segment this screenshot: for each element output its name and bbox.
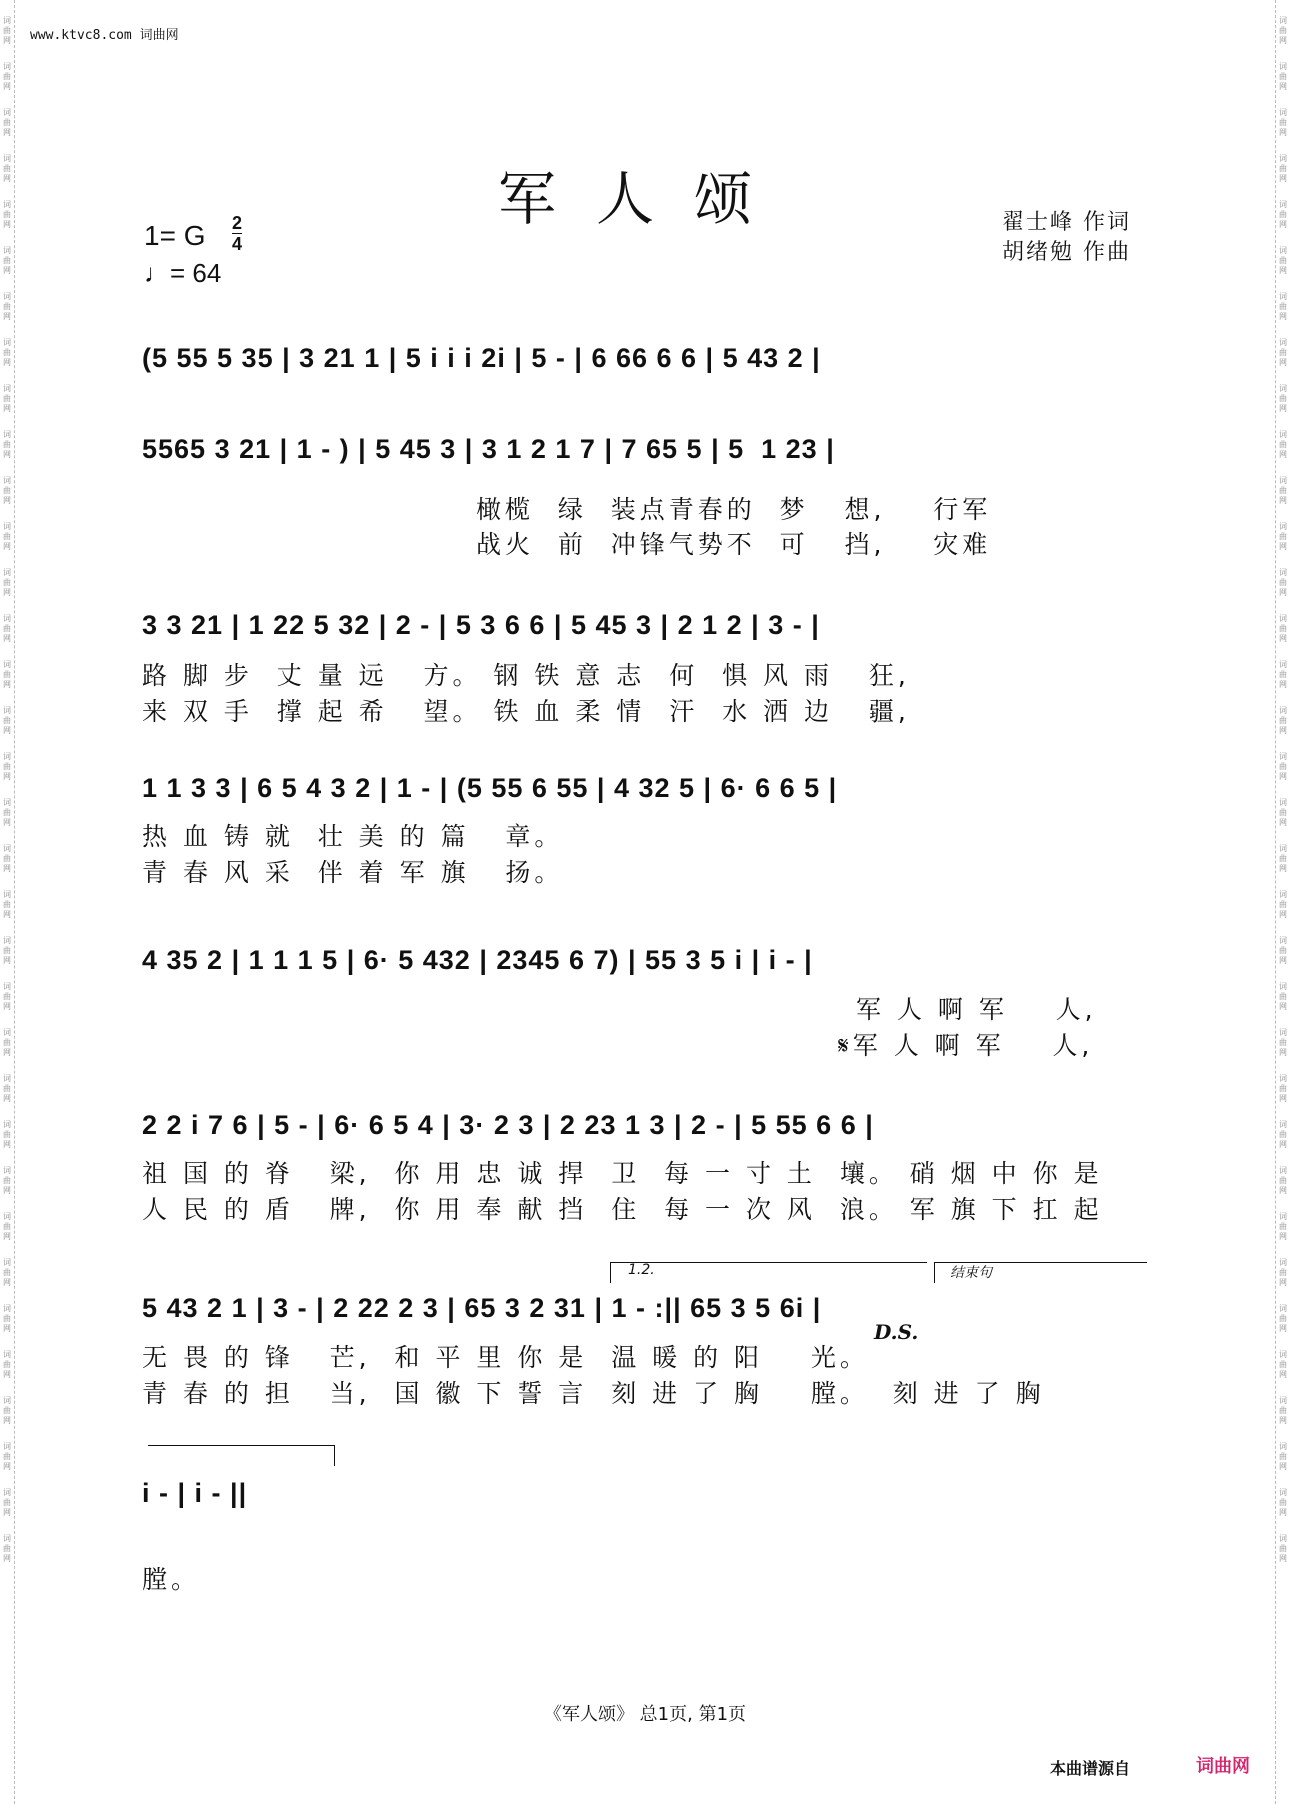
side-mark: 词曲网 xyxy=(3,1074,11,1103)
side-mark: 词曲网 xyxy=(1279,614,1287,643)
right-watermark-strip xyxy=(1275,0,1290,1804)
time-signature-top: 2 xyxy=(232,213,243,233)
side-mark: 词曲网 xyxy=(1279,292,1287,321)
notation-line-6: 2 2 i 7 6 | 5 - | 6· 6 5 4 | 3· 2 3 | 2 23 1 3 | 2 - | 5 55 6 6 | xyxy=(142,1110,874,1140)
side-mark: 词曲网 xyxy=(3,1258,11,1287)
side-mark: 词曲网 xyxy=(1279,1074,1287,1103)
side-mark: 词曲网 xyxy=(3,200,11,229)
side-mark: 词曲网 xyxy=(3,1396,11,1425)
dal-segno-mark: D.S. xyxy=(874,1320,919,1344)
notation-line-5: 4 35 2 | 1 1 1 5 | 6· 5 432 | 2345 6 7) | 55 3 5 i | i - | xyxy=(142,945,813,975)
site-url[interactable]: www.ktvc8.com 词曲网 xyxy=(30,28,179,43)
side-mark: 词曲网 xyxy=(1279,752,1287,781)
side-mark: 词曲网 xyxy=(3,752,11,781)
side-mark: 词曲网 xyxy=(1279,476,1287,505)
side-mark: 词曲网 xyxy=(1279,1028,1287,1057)
side-mark: 词曲网 xyxy=(3,154,11,183)
side-mark: 词曲网 xyxy=(3,844,11,873)
source-logo[interactable]: 词曲网 xyxy=(1196,1756,1250,1777)
lyric-line-3-verse-1: 路 脚 步 丈 量 远 方。 钢 铁 意 志 何 惧 风 雨 狂, xyxy=(142,661,910,690)
lyric-line-7-verse-1: 无 畏 的 锋 芒, 和 平 里 你 是 温 暖 的 阳 光。 xyxy=(142,1343,869,1372)
tempo-value: = 64 xyxy=(170,258,222,288)
notation-line-8: i - | i - || xyxy=(142,1478,248,1508)
side-mark: 词曲网 xyxy=(3,476,11,505)
side-mark: 词曲网 xyxy=(3,936,11,965)
side-mark: 词曲网 xyxy=(1279,1212,1287,1241)
side-mark: 词曲网 xyxy=(1279,1534,1287,1563)
time-signature xyxy=(232,213,242,254)
song-title: 军人颂 xyxy=(497,165,792,233)
side-mark: 词曲网 xyxy=(3,890,11,919)
side-mark: 词曲网 xyxy=(1279,200,1287,229)
side-mark: 词曲网 xyxy=(3,1212,11,1241)
notation-line-2: 5565 3 21 | 1 - ) | 5 45 3 | 3 1 2 1 7 | 7 65 5 | 5 1 23 | xyxy=(142,434,835,464)
side-mark: 词曲网 xyxy=(1279,246,1287,275)
side-mark: 词曲网 xyxy=(3,1166,11,1195)
side-mark: 词曲网 xyxy=(1279,982,1287,1011)
side-mark: 词曲网 xyxy=(3,614,11,643)
side-mark: 词曲网 xyxy=(1279,1488,1287,1517)
lyric-line-7-verse-2: 青 春 的 担 当, 国 徽 下 誓 言 刻 进 了 胸 膛。 刻 进 了 胸 xyxy=(142,1379,1045,1408)
side-mark: 词曲网 xyxy=(3,62,11,91)
time-signature-bottom: 4 xyxy=(232,234,243,254)
side-mark: 词曲网 xyxy=(3,568,11,597)
side-mark: 词曲网 xyxy=(3,982,11,1011)
lyric-line-6-verse-2: 人 民 的 盾 牌, 你 用 奉 献 挡 住 每 一 次 风 浪。 军 旗 下 扛 起 xyxy=(142,1195,1103,1224)
side-mark: 词曲网 xyxy=(1279,1120,1287,1149)
notation-line-1: (5 55 5 35 | 3 21 1 | 5 i i i 2i | 5 - | 6 66 6 6 | 5 43 2 | xyxy=(142,343,821,373)
quarter-note-icon: ♩ xyxy=(144,258,170,288)
side-mark: 词曲网 xyxy=(3,798,11,827)
side-mark: 词曲网 xyxy=(3,1120,11,1149)
credits xyxy=(1002,208,1131,268)
side-mark: 词曲网 xyxy=(1279,522,1287,551)
side-mark: 词曲网 xyxy=(1279,890,1287,919)
side-mark: 词曲网 xyxy=(1279,798,1287,827)
side-mark: 词曲网 xyxy=(3,660,11,689)
side-mark: 词曲网 xyxy=(3,292,11,321)
side-mark: 词曲网 xyxy=(1279,660,1287,689)
side-mark: 词曲网 xyxy=(3,1534,11,1563)
side-mark: 词曲网 xyxy=(1279,16,1287,45)
side-mark: 词曲网 xyxy=(3,246,11,275)
side-mark: 词曲网 xyxy=(1279,384,1287,413)
volta-label-first: 1.2. xyxy=(628,1262,655,1278)
side-mark: 词曲网 xyxy=(3,1028,11,1057)
lyric-line-4-verse-2: 青 春 风 采 伴 着 军 旗 扬。 xyxy=(142,858,564,887)
lyric-line-8: 膛。 xyxy=(142,1565,201,1594)
lyric-line-6-verse-1: 祖 国 的 脊 梁, 你 用 忠 诚 捍 卫 每 一 寸 土 壤。 硝 烟 中 你 是 xyxy=(142,1159,1103,1188)
side-mark: 词曲网 xyxy=(1279,706,1287,735)
volta-label-ending: 结束句 xyxy=(950,1265,992,1281)
side-mark: 词曲网 xyxy=(3,338,11,367)
side-mark: 词曲网 xyxy=(3,1304,11,1333)
side-mark: 词曲网 xyxy=(3,706,11,735)
side-mark: 词曲网 xyxy=(3,522,11,551)
page-footer: 《军人颂》 总1页, 第1页 xyxy=(543,1704,747,1725)
side-mark: 词曲网 xyxy=(3,108,11,137)
lyric-line-4-verse-1: 热 血 铸 就 壮 美 的 篇 章。 xyxy=(142,822,564,851)
side-mark: 词曲网 xyxy=(1279,430,1287,459)
notation-line-4: 1 1 3 3 | 6 5 4 3 2 | 1 - | (5 55 6 55 | 4 32 5 | 6· 6 6 5 | xyxy=(142,773,838,803)
side-mark: 词曲网 xyxy=(1279,1442,1287,1471)
side-mark: 词曲网 xyxy=(1279,1396,1287,1425)
key-signature: 1= G xyxy=(144,220,206,251)
notation-line-3: 3 3 21 | 1 22 5 32 | 2 - | 5 3 6 6 | 5 45 3 | 2 1 2 | 3 - | xyxy=(142,610,820,640)
side-mark: 词曲网 xyxy=(3,384,11,413)
side-mark: 词曲网 xyxy=(1279,62,1287,91)
side-mark: 词曲网 xyxy=(3,1350,11,1379)
lyric-line-5-verse-1: 军 人 啊 军 人, xyxy=(856,995,1097,1024)
lyric-line-2-verse-2: 战火 前 冲锋气势不 可 挡, 灾难 xyxy=(476,530,992,559)
lyric-line-2-verse-1: 橄榄 绿 装点青春的 梦 想, 行军 xyxy=(476,495,992,524)
side-mark: 词曲网 xyxy=(3,1442,11,1471)
side-mark: 词曲网 xyxy=(1279,108,1287,137)
side-mark: 词曲网 xyxy=(3,1488,11,1517)
side-mark: 词曲网 xyxy=(1279,844,1287,873)
lyric-line-3-verse-2: 来 双 手 撑 起 希 望。 铁 血 柔 情 汗 水 洒 边 疆, xyxy=(142,697,910,726)
side-mark: 词曲网 xyxy=(1279,936,1287,965)
composer: 胡绪勉 作曲 xyxy=(1002,240,1131,265)
side-mark: 词曲网 xyxy=(1279,1304,1287,1333)
side-mark: 词曲网 xyxy=(3,16,11,45)
notation-line-7: 5 43 2 1 | 3 - | 2 22 2 3 | 65 3 2 31 | 1 - :|| 65 3 5 6i | xyxy=(142,1293,822,1323)
volta-bracket-first xyxy=(610,1262,927,1283)
side-mark: 词曲网 xyxy=(1279,154,1287,183)
lyric-line-5-verse-2: 𝄋军 人 啊 军 人, xyxy=(838,1031,1094,1060)
tempo-marking xyxy=(144,258,221,289)
side-mark: 词曲网 xyxy=(1279,338,1287,367)
lyricist: 翟士峰 作词 xyxy=(1002,210,1131,235)
side-mark: 词曲网 xyxy=(1279,1258,1287,1287)
side-mark: 词曲网 xyxy=(1279,1350,1287,1379)
left-watermark-strip xyxy=(0,0,15,1804)
side-mark: 词曲网 xyxy=(1279,568,1287,597)
source-label: 本曲谱源自 xyxy=(1050,1759,1131,1778)
side-mark: 词曲网 xyxy=(3,430,11,459)
side-mark: 词曲网 xyxy=(1279,1166,1287,1195)
tie-bracket-final xyxy=(148,1445,335,1466)
